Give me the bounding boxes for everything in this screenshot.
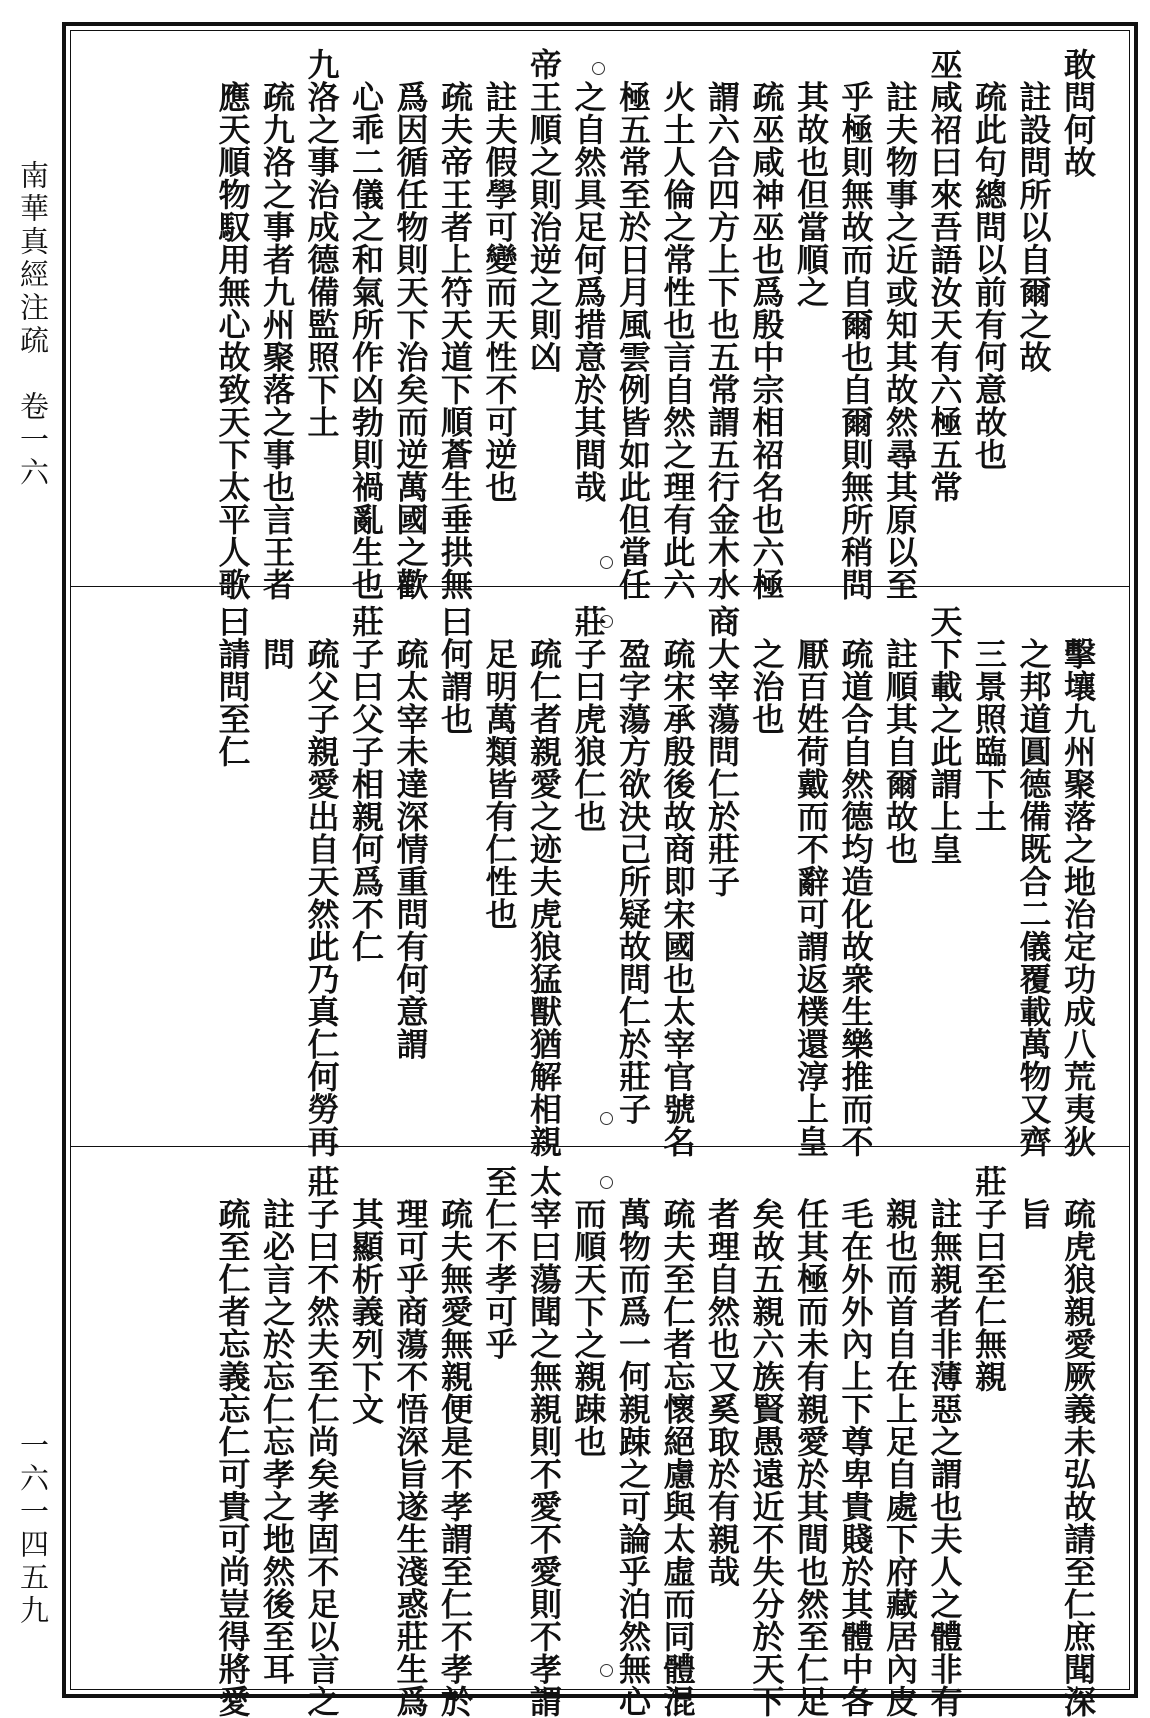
- section-mark-circle: [600, 1176, 613, 1189]
- text-column: 萬物而爲一何親踈之可論乎泊然無心: [614, 1165, 652, 1718]
- text-column: 疏夫帝王者上符天道下順蒼生垂拱無: [436, 48, 474, 601]
- text-column: 者理自然也又奚取於有親哉: [703, 1165, 741, 1588]
- text-column: 註夫物事之近或知其故然尋其原以至: [881, 48, 919, 601]
- text-column: 疏至仁者忘義忘仁可貴可尚豈得將愛: [213, 1165, 252, 1718]
- text-column: 莊子曰虎狼仁也: [569, 605, 608, 833]
- text-column: 應天順物馭用無心故致天下太平人歌: [213, 48, 252, 601]
- text-column: 疏虎狼親愛厥義未弘故請至仁庶聞深: [1059, 1165, 1097, 1718]
- text-column: 疏太宰未達深情重問有何意謂: [391, 605, 430, 1060]
- text-section-upper: [70, 30, 1130, 601]
- text-column: 之自然具足何爲措意於其間哉: [569, 48, 608, 503]
- text-column: 註必言之於忘仁忘孝之地然後至耳: [258, 1165, 296, 1685]
- text-column: 註設問所以自爾之故: [1014, 48, 1053, 373]
- text-column: 擊壤九州聚落之地治定功成八荒夷狄: [1059, 605, 1097, 1158]
- section-mark-circle: [600, 556, 613, 569]
- text-column: 其故也但當順之: [792, 48, 830, 308]
- text-column: 曰請問至仁: [213, 605, 252, 768]
- text-column: 爲因循任物則天下治矣而逆萬國之歡: [391, 48, 430, 601]
- text-column: 其顯析義列下文: [347, 1165, 385, 1425]
- book-title-margin: 南華真經注疏 卷一六: [16, 160, 50, 490]
- text-column: 疏仁者親愛之迹夫虎狼猛獸猶解相親: [525, 605, 563, 1158]
- text-column: 註順其自爾故也: [881, 605, 919, 865]
- text-column: 九洛之事治成德備監照下土: [302, 48, 341, 438]
- text-column: 之邦道圓德備既合二儀覆載萬物又齊: [1014, 605, 1053, 1158]
- text-column: 疏道合自然德均造化故衆生樂推而不: [836, 605, 875, 1158]
- text-column: 之治也: [747, 605, 786, 735]
- text-column: 而順天下之親踈也: [569, 1165, 608, 1458]
- text-column: 厭百姓荷戴而不辭可謂返樸還淳上皇: [792, 605, 830, 1158]
- text-column: 乎極則無故而自爾也自爾則無所稍問: [836, 48, 875, 601]
- text-column: 巫咸祒曰來吾語汝天有六極五常: [925, 48, 964, 503]
- text-column: 疏夫無愛無親便是不孝謂至仁不孝於: [436, 1165, 474, 1718]
- text-column: 極五常至於日月風雲例皆如此但當任: [614, 48, 652, 601]
- text-column: 疏九洛之事者九州聚落之事也言王者: [258, 48, 296, 601]
- text-column: 疏宋承殷後故商即宋國也太宰官號名: [658, 605, 697, 1158]
- text-column: 至仁不孝可乎: [480, 1165, 519, 1360]
- text-column: 三景照臨下土: [970, 605, 1008, 833]
- section-mark-circle: [600, 1664, 613, 1677]
- text-column: 莊子曰父子相親何爲不仁: [347, 605, 385, 963]
- text-column: 足明萬類皆有仁性也: [480, 605, 519, 930]
- text-column: 太宰曰蕩聞之無親則不愛不愛則不孝謂: [525, 1165, 563, 1718]
- text-column: 親也而首自在上足自處下府藏居內皮: [881, 1165, 919, 1718]
- text-column: 火土人倫之常性也言自然之理有此六: [658, 48, 697, 601]
- section-mark-circle: [600, 1112, 613, 1125]
- text-column: 旨: [1014, 1165, 1053, 1230]
- text-column: 註無親者非薄惡之謂也夫人之體非有: [925, 1165, 964, 1718]
- text-section-lower: [70, 1146, 1130, 1718]
- text-column: 敢問何故: [1059, 48, 1097, 178]
- text-column: 心乖二儀之和氣所作凶勃則禍亂生也: [347, 48, 385, 601]
- text-column: 帝王順之則治逆之則凶: [525, 48, 563, 373]
- text-column: 莊子曰不然夫至仁尚矣孝固不足以言之: [302, 1165, 341, 1718]
- text-column: 莊子曰至仁無親: [970, 1165, 1008, 1393]
- text-column: 矣故五親六族賢愚遠近不失分於天下: [747, 1165, 786, 1718]
- text-column: 天下載之此謂上皇: [925, 605, 964, 865]
- text-column: 註夫假學可變而天性不可逆也: [480, 48, 519, 503]
- page-number-margin: 一六一四五九: [16, 1430, 50, 1628]
- text-column: 謂六合四方上下也五常謂五行金木水: [703, 48, 741, 601]
- text-column: 曰何謂也: [436, 605, 474, 735]
- text-column: 商大宰蕩問仁於莊子: [703, 605, 741, 898]
- text-column: 問: [258, 605, 296, 670]
- text-column: 疏父子親愛出自天然此乃真仁何勞再: [302, 605, 341, 1158]
- text-column: 毛在外外內上下尊卑貴賤於其體中各: [836, 1165, 875, 1718]
- text-column: 疏巫咸神巫也爲殷中宗相祒名也六極: [747, 48, 786, 601]
- text-section-middle: [70, 586, 1130, 1158]
- section-mark-circle: [592, 62, 605, 75]
- text-column: 理可乎商蕩不悟深旨遂生淺惑莊生爲: [391, 1165, 430, 1718]
- section-mark-circle: [600, 615, 613, 628]
- text-column: 疏夫至仁者忘懷絕慮與太虛而同體混: [658, 1165, 697, 1718]
- text-column: 盈字蕩方欲決己所疑故問仁於莊子: [614, 605, 652, 1125]
- text-column: 任其極而未有親愛於其間也然至仁足: [792, 1165, 830, 1718]
- text-column: 疏此句總問以前有何意故也: [970, 48, 1008, 471]
